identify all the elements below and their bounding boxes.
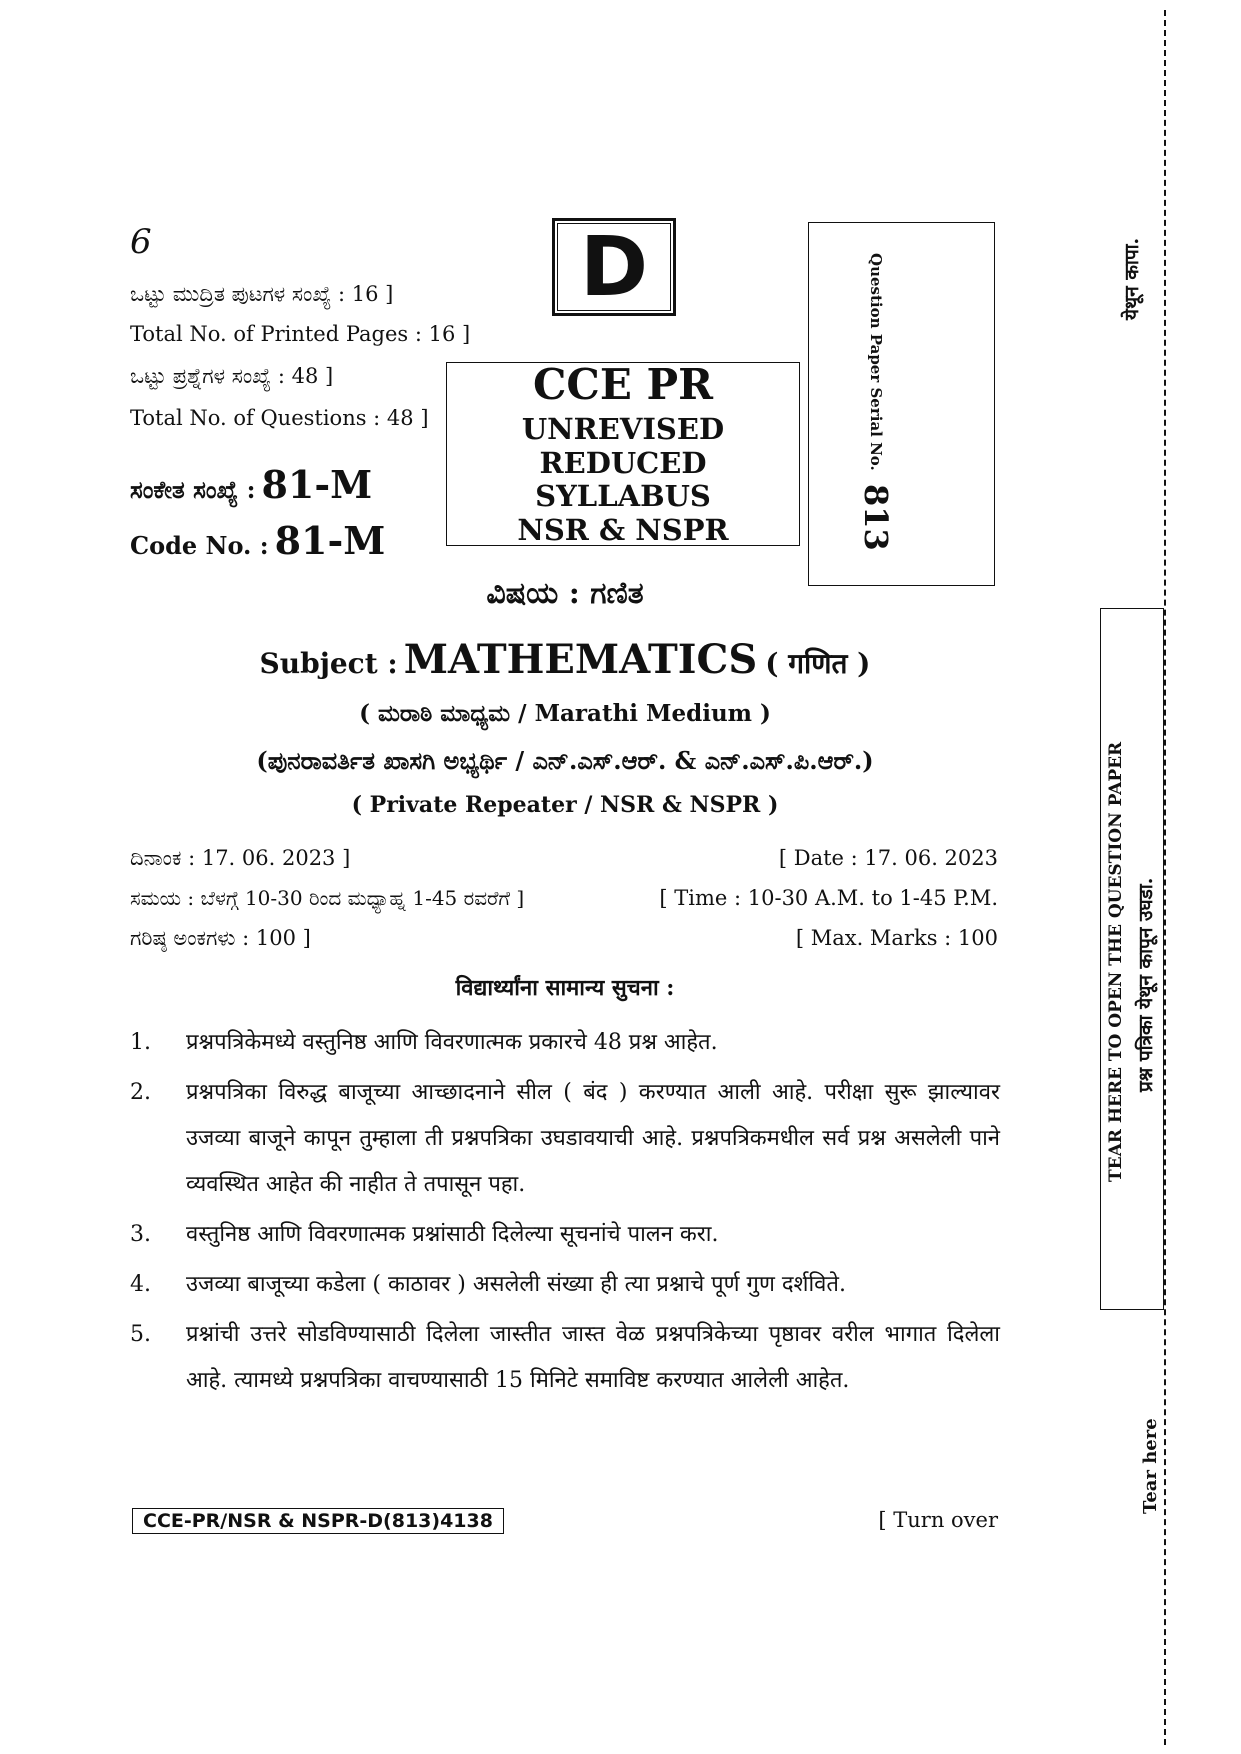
tear-dashed-line[interactable]	[1164, 10, 1166, 1745]
exam-type-line-4: NSR & NSPR	[517, 512, 729, 547]
instructions-list	[130, 1020, 1000, 1408]
instruction-text: प्रश्नपत्रिका विरुद्ध बाजूच्या आच्छादनाने सील ( बंद ) करण्यात आली आहे. परीक्षा सुरू झाल्यावर उजव्या बाजूने कापून तुम्हाला ती प्रश्नपत्रिका उघडावयाची आहे. प्रश्नपत्रिकमधील सर्व प्रश्न असलेली पाने व्यवस्थित आहेत की नाहीत ते तपासून पहा.	[186, 1080, 1000, 1197]
subject-name: MATHEMATICS	[403, 636, 758, 683]
tear-open-instruction-marathi: प्रश्न पत्रिका येथून कापून उघडा.	[1135, 877, 1157, 1092]
instruction-number: 1.	[130, 1030, 151, 1055]
instruction-number: 2.	[130, 1080, 151, 1105]
instruction-text: उजव्या बाजूच्या कडेला ( काठावर ) असलेली संख्या ही त्या प्रश्नाचे पूर्ण गुण दर्शविते.	[186, 1272, 846, 1297]
code-kn-label: ಸಂಕೇತ ಸಂಖ್ಯೆ :	[130, 475, 256, 504]
printed-pages-english: Total No. of Printed Pages : 16 ]	[130, 322, 471, 346]
subject-label: Subject :	[259, 647, 398, 680]
exam-type-title: CCE PR	[533, 360, 713, 410]
printed-pages-kannada: ಒಟ್ಟು ಮುದ್ರಿತ ಪುಟಗಳ ಸಂಖ್ಯೆ : 16 ]	[130, 282, 394, 306]
subject-marathi: ( गणित )	[765, 647, 871, 680]
instruction-item	[130, 1070, 1000, 1208]
instruction-text: प्रश्नपत्रिकेमध्ये वस्तुनिष्ठ आणि विवरणात्मक प्रकारचे 48 प्रश्न आहेत.	[186, 1030, 718, 1055]
date-english: [ Date : 17. 06. 2023	[778, 846, 998, 870]
instructions-title: विद्यार्थ्यांना सामान्य सुचना :	[455, 975, 675, 1001]
instruction-text: वस्तुनिष्ठ आणि विवरणात्मक प्रश्नांसाठी दिलेल्या सूचनांचे पालन करा.	[186, 1222, 719, 1247]
questions-count-kannada: ಒಟ್ಟು ಪ್ರಶ್ನೆಗಳ ಸಂಖ್ಯೆ : 48 ]	[130, 364, 334, 388]
serial-number-value: 813	[857, 484, 895, 552]
cut-here-marathi-top: येथून कापा.	[1121, 237, 1143, 320]
max-marks-kannada: ಗರಿಷ್ಠ ಅಂಕಗಳು : 100 ]	[130, 926, 311, 950]
code-number-english	[130, 518, 385, 563]
time-kannada: ಸಮಯ : ಬೆಳಗ್ಗೆ 10-30 ರಿಂದ ಮಧ್ಯಾಹ್ನ 1-45 ರವರೆಗೆ ]	[130, 886, 525, 910]
subject-heading	[130, 636, 1000, 683]
instruction-item	[130, 1020, 1000, 1066]
instruction-number: 3.	[130, 1222, 151, 1247]
version-letter-box: D	[552, 218, 676, 316]
candidate-category-english: ( Private Repeater / NSR & NSPR )	[351, 792, 779, 818]
instruction-number: 5.	[130, 1322, 151, 1347]
serial-number-text	[857, 253, 895, 551]
time-english: [ Time : 10-30 A.M. to 1-45 P.M.	[659, 886, 998, 910]
serial-number-box	[808, 222, 995, 586]
instruction-item	[130, 1312, 1000, 1404]
subject-kannada: ವಿಷಯ : ಗಣಿತ	[486, 576, 644, 611]
code-kn-value: 81-M	[261, 462, 373, 507]
max-marks-english: [ Max. Marks : 100	[795, 926, 998, 950]
instruction-number: 4.	[130, 1272, 151, 1297]
instruction-item	[130, 1262, 1000, 1308]
date-kannada: ದಿನಾಂಕ : 17. 06. 2023 ]	[130, 846, 351, 870]
code-en-value: 81-M	[274, 518, 386, 563]
exam-type-line-3: REDUCED SYLLABUS	[535, 445, 711, 514]
instruction-text: प्रश्नांची उत्तरे सोडविण्यासाठी दिलेला जास्तीत जास्त वेळ प्रश्नपत्रिकेच्या पृष्ठावर वरील भागात दिलेला आहे. त्यामध्ये प्रश्नपत्रिका वाचण्यासाठी 15 मिनिटे समाविष्ट करण्यात आलेली आहेत.	[186, 1322, 1000, 1393]
code-en-label: Code No. :	[130, 531, 269, 560]
questions-count-english: Total No. of Questions : 48 ]	[130, 406, 429, 430]
code-number-kannada	[130, 462, 372, 507]
candidate-category-kannada: (ಪುನರಾವರ್ತಿತ ಖಾಸಗಿ ಅಭ್ಯರ್ಥಿ / ಎನ್.ಎಸ್.ಆರ್. & ಎನ್.ಎಸ್.ಪಿ.ಆರ್.)	[256, 746, 874, 775]
turn-over-note: [ Turn over	[878, 1508, 998, 1532]
page-number: 6	[130, 222, 152, 262]
exam-type-line-2: UNREVISED	[521, 412, 725, 447]
exam-type-box	[446, 362, 800, 546]
paper-code-footer: CCE-PR/NSR & NSPR-D(813)4138	[132, 1508, 504, 1534]
instruction-item	[130, 1212, 1000, 1258]
tear-open-instruction-english: TEAR HERE TO OPEN THE QUESTION PAPER	[1106, 741, 1126, 1182]
medium-line: ( ಮರಾಠಿ ಮಾಧ್ಯಮ / Marathi Medium )	[359, 700, 771, 727]
tear-here-label: Tear here	[1140, 1418, 1161, 1514]
serial-number-label: Question Paper Serial No.	[867, 253, 885, 471]
